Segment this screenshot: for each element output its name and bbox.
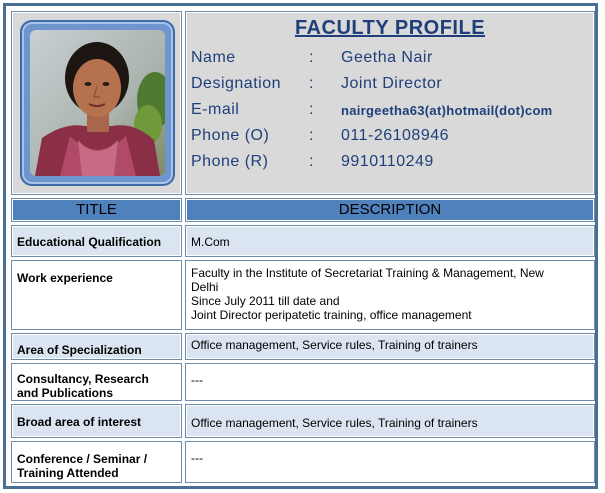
row-value-line: ---: [191, 451, 203, 465]
row-value-line: Office management, Service rules, Training of trainers: [191, 416, 478, 430]
row-value-line: Office management, Service rules, Training of trainers: [191, 338, 478, 352]
profile-photo-image: [30, 30, 165, 176]
row-label-consultancy-research-publications: [11, 363, 182, 401]
row-value-line: Delhi: [191, 280, 219, 294]
profile-title: FACULTY PROFILE: [294, 17, 486, 39]
phone-office-label: Phone (O): [191, 127, 270, 144]
email-label: E-mail: [191, 101, 240, 118]
row-value-line: Since July 2011 till date and: [191, 294, 340, 308]
row-value-conference-seminar-training: [185, 441, 595, 483]
row-value-work-experience: [185, 260, 595, 330]
row-label-line: Training Attended: [17, 466, 119, 480]
phone-residence-separator: :: [309, 153, 314, 170]
email-value: nairgeetha63(at)hotmail(dot)com: [341, 103, 553, 118]
column-header-title: TITLE: [11, 198, 182, 222]
row-label-area-of-specialization: Area of Specialization: [11, 333, 182, 360]
row-value-line: Faculty in the Institute of Secretariat Training & Management, New: [191, 266, 544, 280]
email-separator: :: [309, 101, 314, 118]
row-value-broad-area-of-interest: [185, 404, 595, 438]
row-value-area-of-specialization: [185, 333, 595, 360]
photo-frame: [20, 20, 175, 186]
row-label-work-experience: Work experience: [11, 260, 182, 330]
row-label-conference-seminar-training: [11, 441, 182, 483]
photo-cell: [11, 11, 182, 195]
phone-office-value: 011-26108946: [341, 127, 450, 144]
row-label-broad-area-of-interest: Broad area of interest: [11, 404, 182, 438]
row-value-line: ---: [191, 373, 203, 387]
name-label: Name: [191, 49, 236, 66]
name-separator: :: [309, 49, 314, 66]
column-header-description: DESCRIPTION: [185, 198, 595, 222]
row-value-educational-qualification: [185, 225, 595, 257]
row-value-line: Joint Director peripatetic training, office management: [191, 308, 472, 322]
designation-value: Joint Director: [341, 75, 443, 92]
row-value-line: M.Com: [191, 235, 230, 249]
row-label-line: and Publications: [17, 386, 114, 400]
phone-residence-label: Phone (R): [191, 153, 269, 170]
row-value-consultancy-research-publications: [185, 363, 595, 401]
phone-residence-value: 9910110249: [341, 153, 434, 170]
profile-photo: [30, 30, 165, 176]
name-value: Geetha Nair: [341, 49, 433, 66]
row-label-line: Consultancy, Research: [17, 372, 149, 386]
phone-office-separator: :: [309, 127, 314, 144]
row-label-line: Conference / Seminar /: [17, 452, 148, 466]
designation-separator: :: [309, 75, 314, 92]
row-label-educational-qualification: Educational Qualification: [11, 225, 182, 257]
designation-label: Designation: [191, 75, 281, 92]
profile-info-cell: [185, 11, 595, 195]
